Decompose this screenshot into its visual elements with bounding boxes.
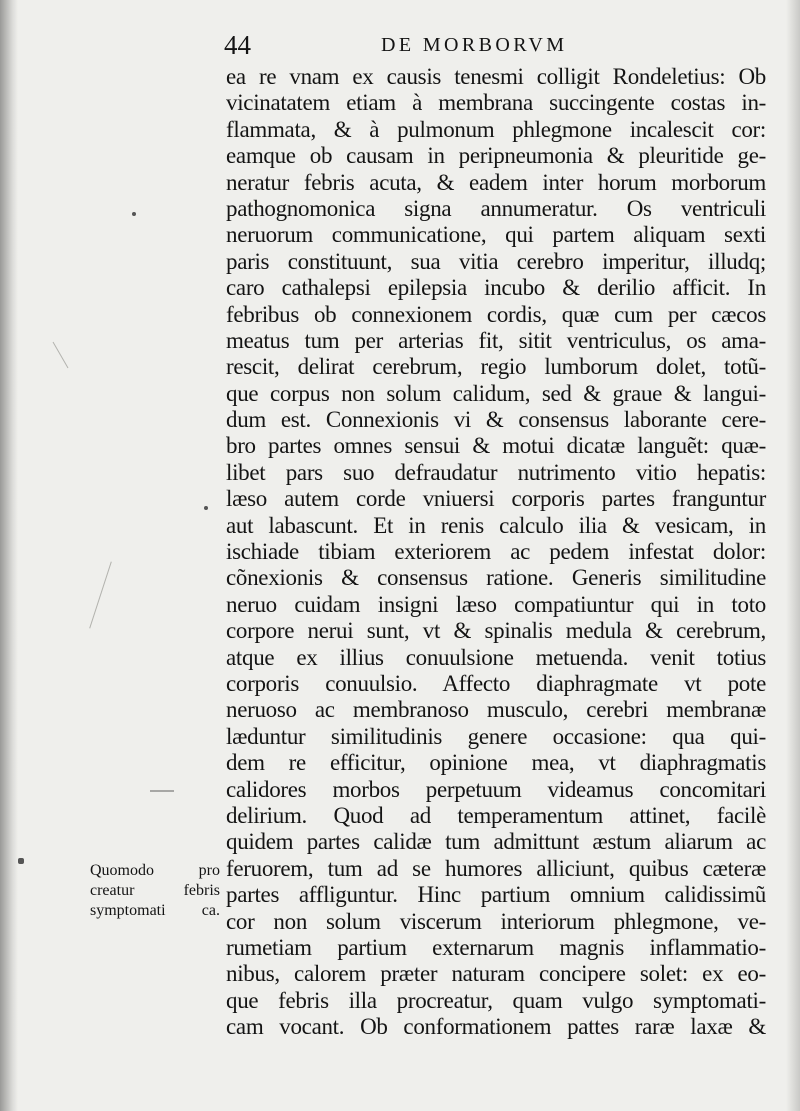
running-head: DE MORBORVM [381,34,568,56]
text-line: nibus, calorem præter naturam concipere solet: ex eo- [226,961,766,987]
text-line: neruo cuidam insigni læso compatiuntur qui in toto [226,591,766,617]
text-line: libet pars suo defraudatur nutrimento vitio hepatis: [226,459,766,485]
text-line: eamque ob causam in peripneumonia & pleuritide ge- [226,143,766,169]
edge-shadow [786,0,800,1111]
marginal-note-line: symptomati ca. [90,902,220,919]
text-line: rescit, delirat cerebrum, regio lumborum dolet, totũ- [226,354,766,380]
text-line: corporis conuulsio. Affecto diaphragmate vt pote [226,670,766,696]
marginal-note-line: Quomodo pro [90,862,220,879]
text-line: dum est. Connexionis vi & consensus laborante cere- [226,407,766,433]
text-line: aut labascunt. Et in renis calculo ilia & vesicam, in [226,512,766,538]
text-line: caro cathalepsi epilepsia incubo & derilio afficit. In [226,275,766,301]
text-line: dem re efficitur, opinione mea, vt diaphragmatis [226,750,766,776]
main-text-block [226,64,766,1040]
text-line: rumetiam partium externarum magnis inflammatio- [226,934,766,960]
text-line: bro partes omnes sensui & motui dicatæ languẽt: quæ- [226,433,766,459]
paper-scratch [150,790,174,792]
text-line: cõnexionis & consensus ratione. Generis similitudine [226,565,766,591]
text-line: neruoso ac membranoso musculo, cerebri membranæ [226,697,766,723]
text-line: neratur febris acuta, & eadem inter horum morborum [226,169,766,195]
text-line: cam vocant. Ob conformationem pattes raræ laxæ & [226,1014,766,1040]
paper-scratch [89,562,112,629]
text-line: flammata, & à pulmonum phlegmone incalescit cor: [226,116,766,142]
text-line: febribus ob connexionem cordis, quæ cum per cæcos [226,301,766,327]
text-line: que corpus non solum calidum, sed & graue & langui- [226,380,766,406]
paper-scratch [53,342,69,368]
text-line: neruorum communicatione, qui partem aliquam sexti [226,222,766,248]
text-line: corpore nerui sunt, vt & spinalis medula & cerebrum, [226,618,766,644]
text-line: delirium. Quod ad temperamentum attinet, facilè [226,802,766,828]
text-line: quidem partes calidæ tum admittunt æstum aliarum ac [226,829,766,855]
text-line: meatus tum per arterias fit, sitit ventriculus, os ama- [226,327,766,353]
text-line: partes affliguntur. Hinc partium omnium calidissimũ [226,882,766,908]
paper-speck [18,858,24,864]
text-line: læduntur similitudinis genere occasione: qua qui- [226,723,766,749]
text-line: cor non solum viscerum interiorum phlegmone, ve- [226,908,766,934]
text-line: que febris illa procreatur, quam vulgo symptomati- [226,987,766,1013]
text-line: vicinatatem etiam à membrana succingente costas in- [226,90,766,116]
paper-speck [132,212,136,216]
text-line: feruorem, tum ad se humores alliciunt, quibus cæteræ [226,855,766,881]
text-line: paris constituunt, sua vitia cerebro imperitur, illudq; [226,248,766,274]
text-line: pathognomonica signa annumeratur. Os ventriculi [226,195,766,221]
text-line: atque ex illius conuulsione metuenda. venit totius [226,644,766,670]
text-line: ea re vnam ex causis tenesmi colligit Rondeletius: Ob [226,64,766,89]
marginal-note-line: creatur febris [90,882,220,899]
page-header [224,28,764,68]
paper-speck [204,506,208,510]
text-line: læso autem corde vniuersi corporis partes franguntur [226,486,766,512]
marginal-note [90,861,220,921]
text-line: ischiade tibiam exteriorem ac pedem infestat dolor: [226,539,766,565]
page-number: 44 [224,30,251,60]
text-line: calidores morbos perpetuum videamus concomitari [226,776,766,802]
gutter-shadow [0,0,18,1111]
